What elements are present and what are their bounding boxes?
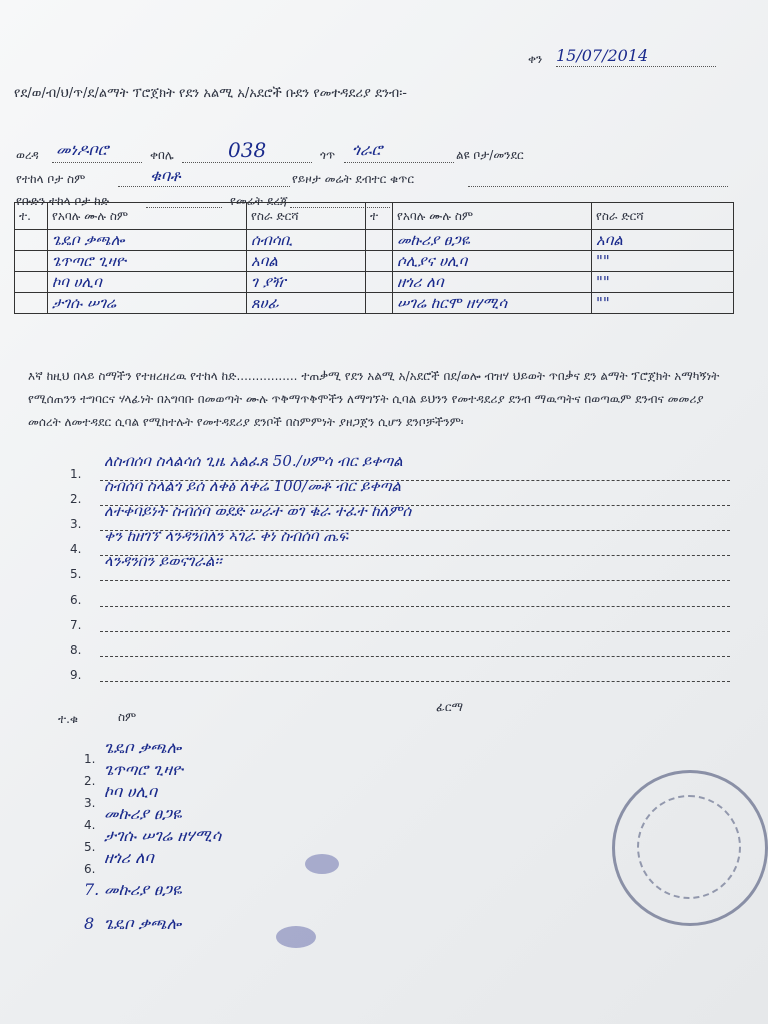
member-role: "" xyxy=(592,272,734,293)
members-table xyxy=(14,202,734,314)
sig-name: ዘጎሪ ለባ xyxy=(104,848,154,867)
rule-number: 6. xyxy=(70,593,82,607)
member-name: ዘጎሪ ለባ xyxy=(393,272,592,293)
got-value: ጎራሮ xyxy=(352,140,383,159)
rule-number: 2. xyxy=(70,492,82,506)
bylaw-intro-paragraph: እኛ ከዚህ በላይ ስማችን የተዘረዘረዉ የተከላ ከድ................ ተጠቃሚ የደን አልሚ አ/አደሮች በደ/ወሎ ብዝሃ ህይወት ጥበቃና ደን ልማት ፕሮጀክት አማካኝነት የሚሰጠንን ተግባርና ሃላፊነት በአግባቡ በመወጣት ሙሉ ጥቅማጥቅሞችን ለማግኘት ሲባል ይህንን የመተዳደሪያ ደንብ ማዉጣትና በወጣዉም ደንብና መመሪያ መሰረት ለመተዳደር ሲባል የሚከተሉት የመተዳደሪያ ደንቦች በስምምነት ያዘጋጀን ሲሆን ደንቦቻችንም፡ xyxy=(28,369,720,429)
date-label: ቀን xyxy=(528,52,543,66)
kebele-label: ቀበሌ xyxy=(150,148,174,162)
woreda-underline xyxy=(52,162,142,163)
col-no-left: ተ. xyxy=(15,203,48,230)
member-name: ጌዴቦ ቃጫሎ xyxy=(48,230,247,251)
member-name: ታገሱ ሠገሬ xyxy=(48,293,247,314)
rule-number: 4. xyxy=(70,542,82,556)
table-row xyxy=(15,272,734,293)
member-name: ኮባ ሀሊባ xyxy=(48,272,247,293)
sig-name: ታገሱ ሠገሬ ዘሃሚሳ xyxy=(104,826,222,845)
rule-line xyxy=(100,631,730,632)
thumbprint-mark xyxy=(276,926,316,948)
sig-name: ጌዴቦ ቃጫሎ xyxy=(104,738,182,757)
stamp-inner-ring xyxy=(637,795,741,899)
got-underline xyxy=(344,162,454,163)
woreda-value: መነዶቦሮ xyxy=(56,140,109,159)
rule-text: ላንዳንበን ይወናገራል፡፡ xyxy=(104,552,222,570)
member-role: አባል xyxy=(247,251,366,272)
sig-number: 2. xyxy=(84,774,96,788)
row-no xyxy=(15,293,48,314)
sig-number: 3. xyxy=(84,796,96,810)
got-label: ጎጥ xyxy=(320,148,336,162)
col-no-right: ተ xyxy=(366,203,393,230)
thumbprint-mark xyxy=(305,854,339,874)
row-no xyxy=(15,272,48,293)
col-role-left: የስራ ድርሻ xyxy=(247,203,366,230)
member-role: አባል xyxy=(592,230,734,251)
official-stamp xyxy=(612,770,768,926)
rule-number: 7. xyxy=(70,618,82,632)
row-no xyxy=(15,230,48,251)
row-no xyxy=(366,272,393,293)
sig-number: 6. xyxy=(84,862,96,876)
sig-name: ጌዴቦ ቃጫሎ xyxy=(104,914,182,933)
rule-number: 8. xyxy=(70,643,82,657)
sig-number: 1. xyxy=(84,752,96,766)
rule-line xyxy=(100,656,730,657)
sig-number: 5. xyxy=(84,840,96,854)
member-role: "" xyxy=(592,251,734,272)
col-name-left: የአባሉ ሙሉ ስም xyxy=(48,203,247,230)
sig-name: ጌጥጣሮ ጊዛዮ xyxy=(104,760,183,779)
col-name-right: የአባሉ ሙሉ ስም xyxy=(393,203,592,230)
sig-number: 4. xyxy=(84,818,96,832)
rule-text: ስብሰባ ስላልጎ ይሰ ለቀፅ ለቀሬ 100/መቶ ብር ይቀጣል xyxy=(104,477,402,495)
row-no xyxy=(366,293,393,314)
member-role: ጸሀፊ xyxy=(247,293,366,314)
rule-number: 3. xyxy=(70,517,82,531)
rule-number: 9. xyxy=(70,668,82,682)
sig-name-label: ስም xyxy=(118,710,137,724)
sig-name: ኮባ ሀሊባ xyxy=(104,782,158,801)
rule-line xyxy=(100,580,730,581)
row-no xyxy=(15,251,48,272)
rule-text: ቀን ከዘገኘ ላንዳንበለን ኣገራ ቀነ ስብሰባ ጤፍ xyxy=(104,527,349,545)
member-role: ሰብሳቢ xyxy=(247,230,366,251)
member-role: ገ ያዥ xyxy=(247,272,366,293)
table-row xyxy=(15,251,734,272)
sig-no-label: ተ.ቁ xyxy=(58,712,79,726)
document-title: የደ/ወ/ብ/ህ/ጥ/ደ/ልማት ፕሮጀክት የደን አልሚ አ/አደሮች ቡደን የመተዳደሪያ ደንብ፡- xyxy=(14,86,407,101)
row-no xyxy=(366,251,393,272)
sig-sign-label: ፊርማ xyxy=(436,700,464,714)
group-area-label: የቡድን ተከላ ቦታ ከድ xyxy=(16,194,110,208)
sig-name: መኩሪያ ፀጋዬ xyxy=(104,804,182,823)
kebele-value: 038 xyxy=(228,138,267,162)
special-place-label: ልዩ ቦታ/መንደር xyxy=(456,148,524,162)
rule-text: ለስብሰባ ስላልሳሰ ጊዜ አልፈጸ 50./ሀምሳ ብር ይቀጣል xyxy=(104,452,403,470)
sig-number: 7. xyxy=(84,880,100,899)
table-row xyxy=(15,230,734,251)
sig-number: 8 xyxy=(84,914,95,933)
member-role: "" xyxy=(592,293,734,314)
date-value: 15/07/2014 xyxy=(556,46,649,65)
holding-cert-label: የይዞታ መሬት ደብተር ቁጥር xyxy=(292,172,414,186)
date-underline xyxy=(556,66,716,67)
kebele-underline xyxy=(182,162,312,163)
members-table-header xyxy=(15,203,734,230)
rule-number: 5. xyxy=(70,567,82,581)
woreda-label: ወረዳ xyxy=(16,148,39,162)
sig-name: መኩሪያ ፀጋዬ xyxy=(104,880,182,899)
planting-site-underline xyxy=(118,186,290,187)
planting-site-value: ቁባቶ xyxy=(150,166,181,185)
rule-line xyxy=(100,606,730,607)
row-no xyxy=(366,230,393,251)
col-role-right: የስራ ድርሻ xyxy=(592,203,734,230)
member-name: መኩሪያ ፀጋዬ xyxy=(393,230,592,251)
planting-site-label: የተከላ ቦታ ስም xyxy=(16,172,86,186)
member-name: ሠገሬ ከርሞ ዘሃሚሳ xyxy=(393,293,592,314)
table-row xyxy=(15,293,734,314)
member-name: ሶሊያና ሀሊባ xyxy=(393,251,592,272)
rule-number: 1. xyxy=(70,467,82,481)
holding-cert-underline xyxy=(468,186,728,187)
rule-line xyxy=(100,681,730,682)
member-name: ጌጥጣሮ ጊዛዮ xyxy=(48,251,247,272)
land-grade-label: የመሬት ደረጃ xyxy=(230,194,288,208)
rule-text: ለተቀባይነት ስብሰባ ወደድ ሠራተ ወገ ቁራ ተፈተ ከለምሰ xyxy=(104,502,412,520)
